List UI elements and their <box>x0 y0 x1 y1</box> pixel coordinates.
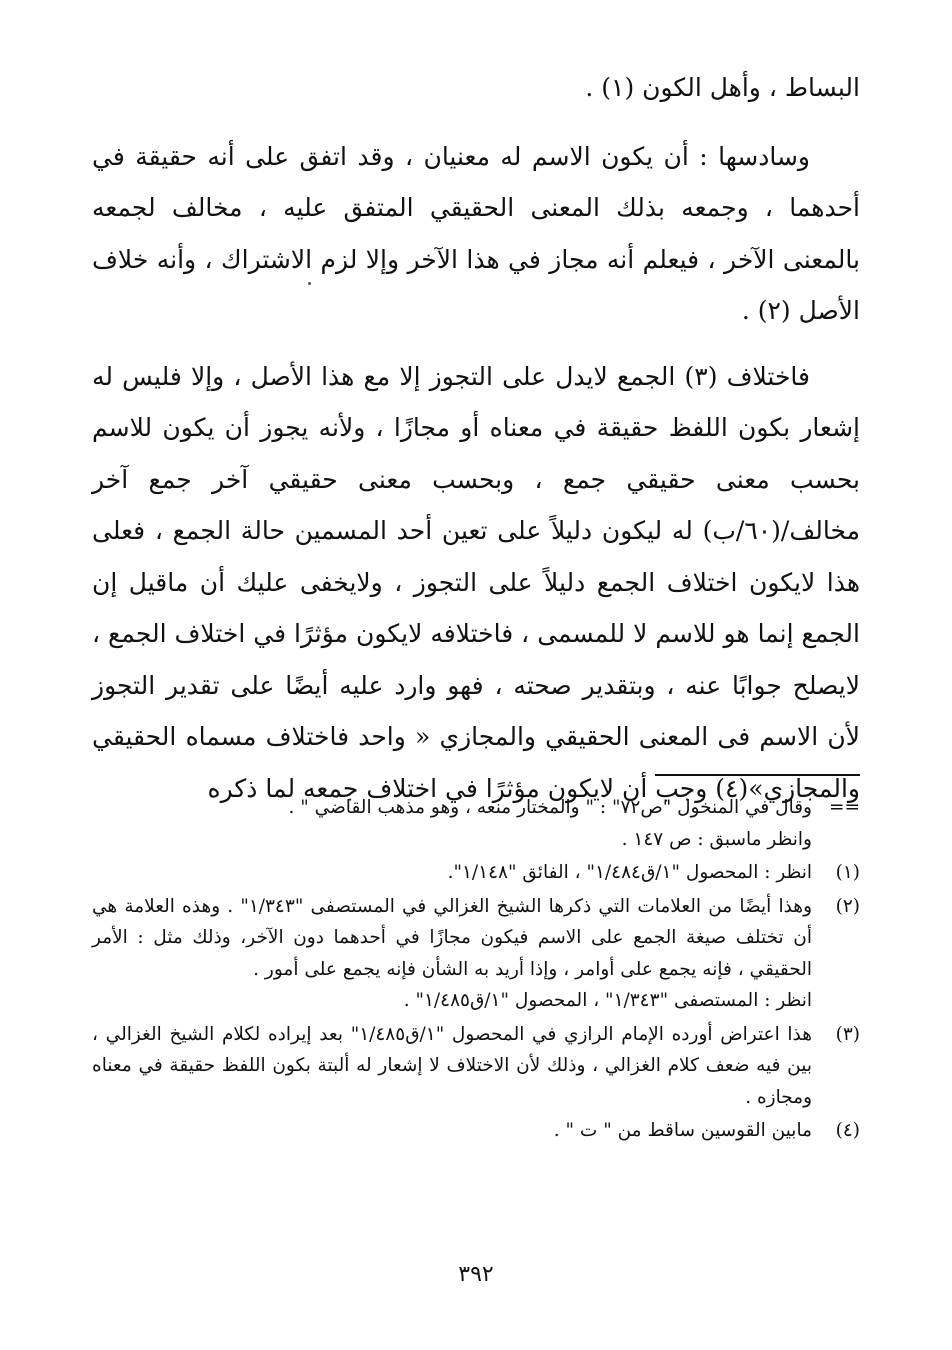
footnote-continuation <box>92 792 860 855</box>
footnote-line: وانظر ماسبق : ص ١٤٧ . <box>621 828 812 850</box>
footnote-line: انظر : المستصفى "١/٣٤٣" ، المحصول "١/ق١/٤٨٥" . <box>403 990 812 1011</box>
footnote-line: وهذا أيضًا من العلامات التي ذكرها الشيخ الغزالي في المستصفى "١/٣٤٣" . وهذه العلامة هي أن تختلف صيغة الجمع على الاسم فيكون مجازًا في أحدهما دون الآخر، وذلك مثل : الأمر الحقيقي ، فإنه يجمع على أوامر ، وإذا أريد به الشأن فإنه يجمع على أمور . <box>92 895 812 980</box>
paragraph-2: وسادسها : أن يكون الاسم له معنيان ، وقد اتفق على أنه حقيقة في أحدهما ، وجمعه بذلك المعنى الحقيقي المتفق عليه ، مخالف لجمعه بالمعنى الآخر ، فيعلم أنه مجاز في هذا الآخر وإلا لزم الاشتراك ، وأنه خلاف الأصل (٢) . <box>92 141 860 325</box>
footnote-line: وقال في المنخول "ص٧٢" : " والمختار منعه ، وهو مذهب القاضي " . <box>288 797 812 818</box>
footnote-line: انظر : المحصول "١/ق١/٤٨٤" ، الفائق "١/١٤٨". <box>447 862 812 883</box>
paragraph-1: البساط ، وأهل الكون (١) . <box>585 73 860 102</box>
footnote-marker: (١) <box>835 862 860 883</box>
footnote-marker: (٤) <box>835 1120 860 1141</box>
footnote-separator <box>655 774 860 776</box>
footnote-line: مابين القوسين ساقط من " ت " . <box>553 1120 812 1141</box>
print-speck <box>308 282 311 285</box>
footnotes <box>92 792 860 1149</box>
footnote-4 <box>92 1115 860 1147</box>
footnote-marker: (٣) <box>835 1023 860 1045</box>
footnote-marker: (٢) <box>835 895 860 917</box>
footnote-1 <box>92 857 860 889</box>
paragraph-3: فاختلاف (٣) الجمع لايدل على التجوز إلا مع هذا الأصل ، وإلا فليس له إشعار بكون اللفظ حقيقة في معناه أو مجازًا ، ولأنه يجوز أن يكون للاسم بحسب معنى حقيقي جمع ، وبحسب معنى حقيقي آخر جمع آخر مخالف/(٦٠/ب) له ليكون دليلاً على تعين أحد المسمين حالة الجمع ، فعلى هذا لايكون اختلاف الجمع دليلاً على التجوز ، ولايخفى عليك أن ماقيل إن الجمع إنما هو للاسم لا للمسمى ، فاختلافه لايكون مؤثرًا في اختلاف الجمع ، لايصلح جوابًا عنه ، وبتقدير صحته ، فهو وارد عليه أيضًا على تقدير التجوز لأن الاسم فى المعنى الحقيقي والمجازي « واحد فاختلاف مسماه الحقيقي والمجازي»(٤) وجب أن لايكون مؤثرًا في اختلاف جمعه لما ذكره <box>92 361 860 803</box>
footnote-2 <box>92 891 860 1017</box>
footnote-marker: == <box>828 797 860 818</box>
main-text <box>92 62 860 814</box>
page-number: ٣٩٢ <box>458 1262 494 1287</box>
footnote-3 <box>92 1019 860 1114</box>
footnote-line: هذا اعتراض أورده الإمام الرازي في المحصول "١/ق١/٤٨٥" بعد إيراده لكلام الشيخ الغزالي ، بين فيه ضعف كلام الغزالي ، وذلك لأن الاختلاف لا إشعار له ألبتة بكون اللفظ حقيقة في معناه ومجازه . <box>92 1023 812 1108</box>
